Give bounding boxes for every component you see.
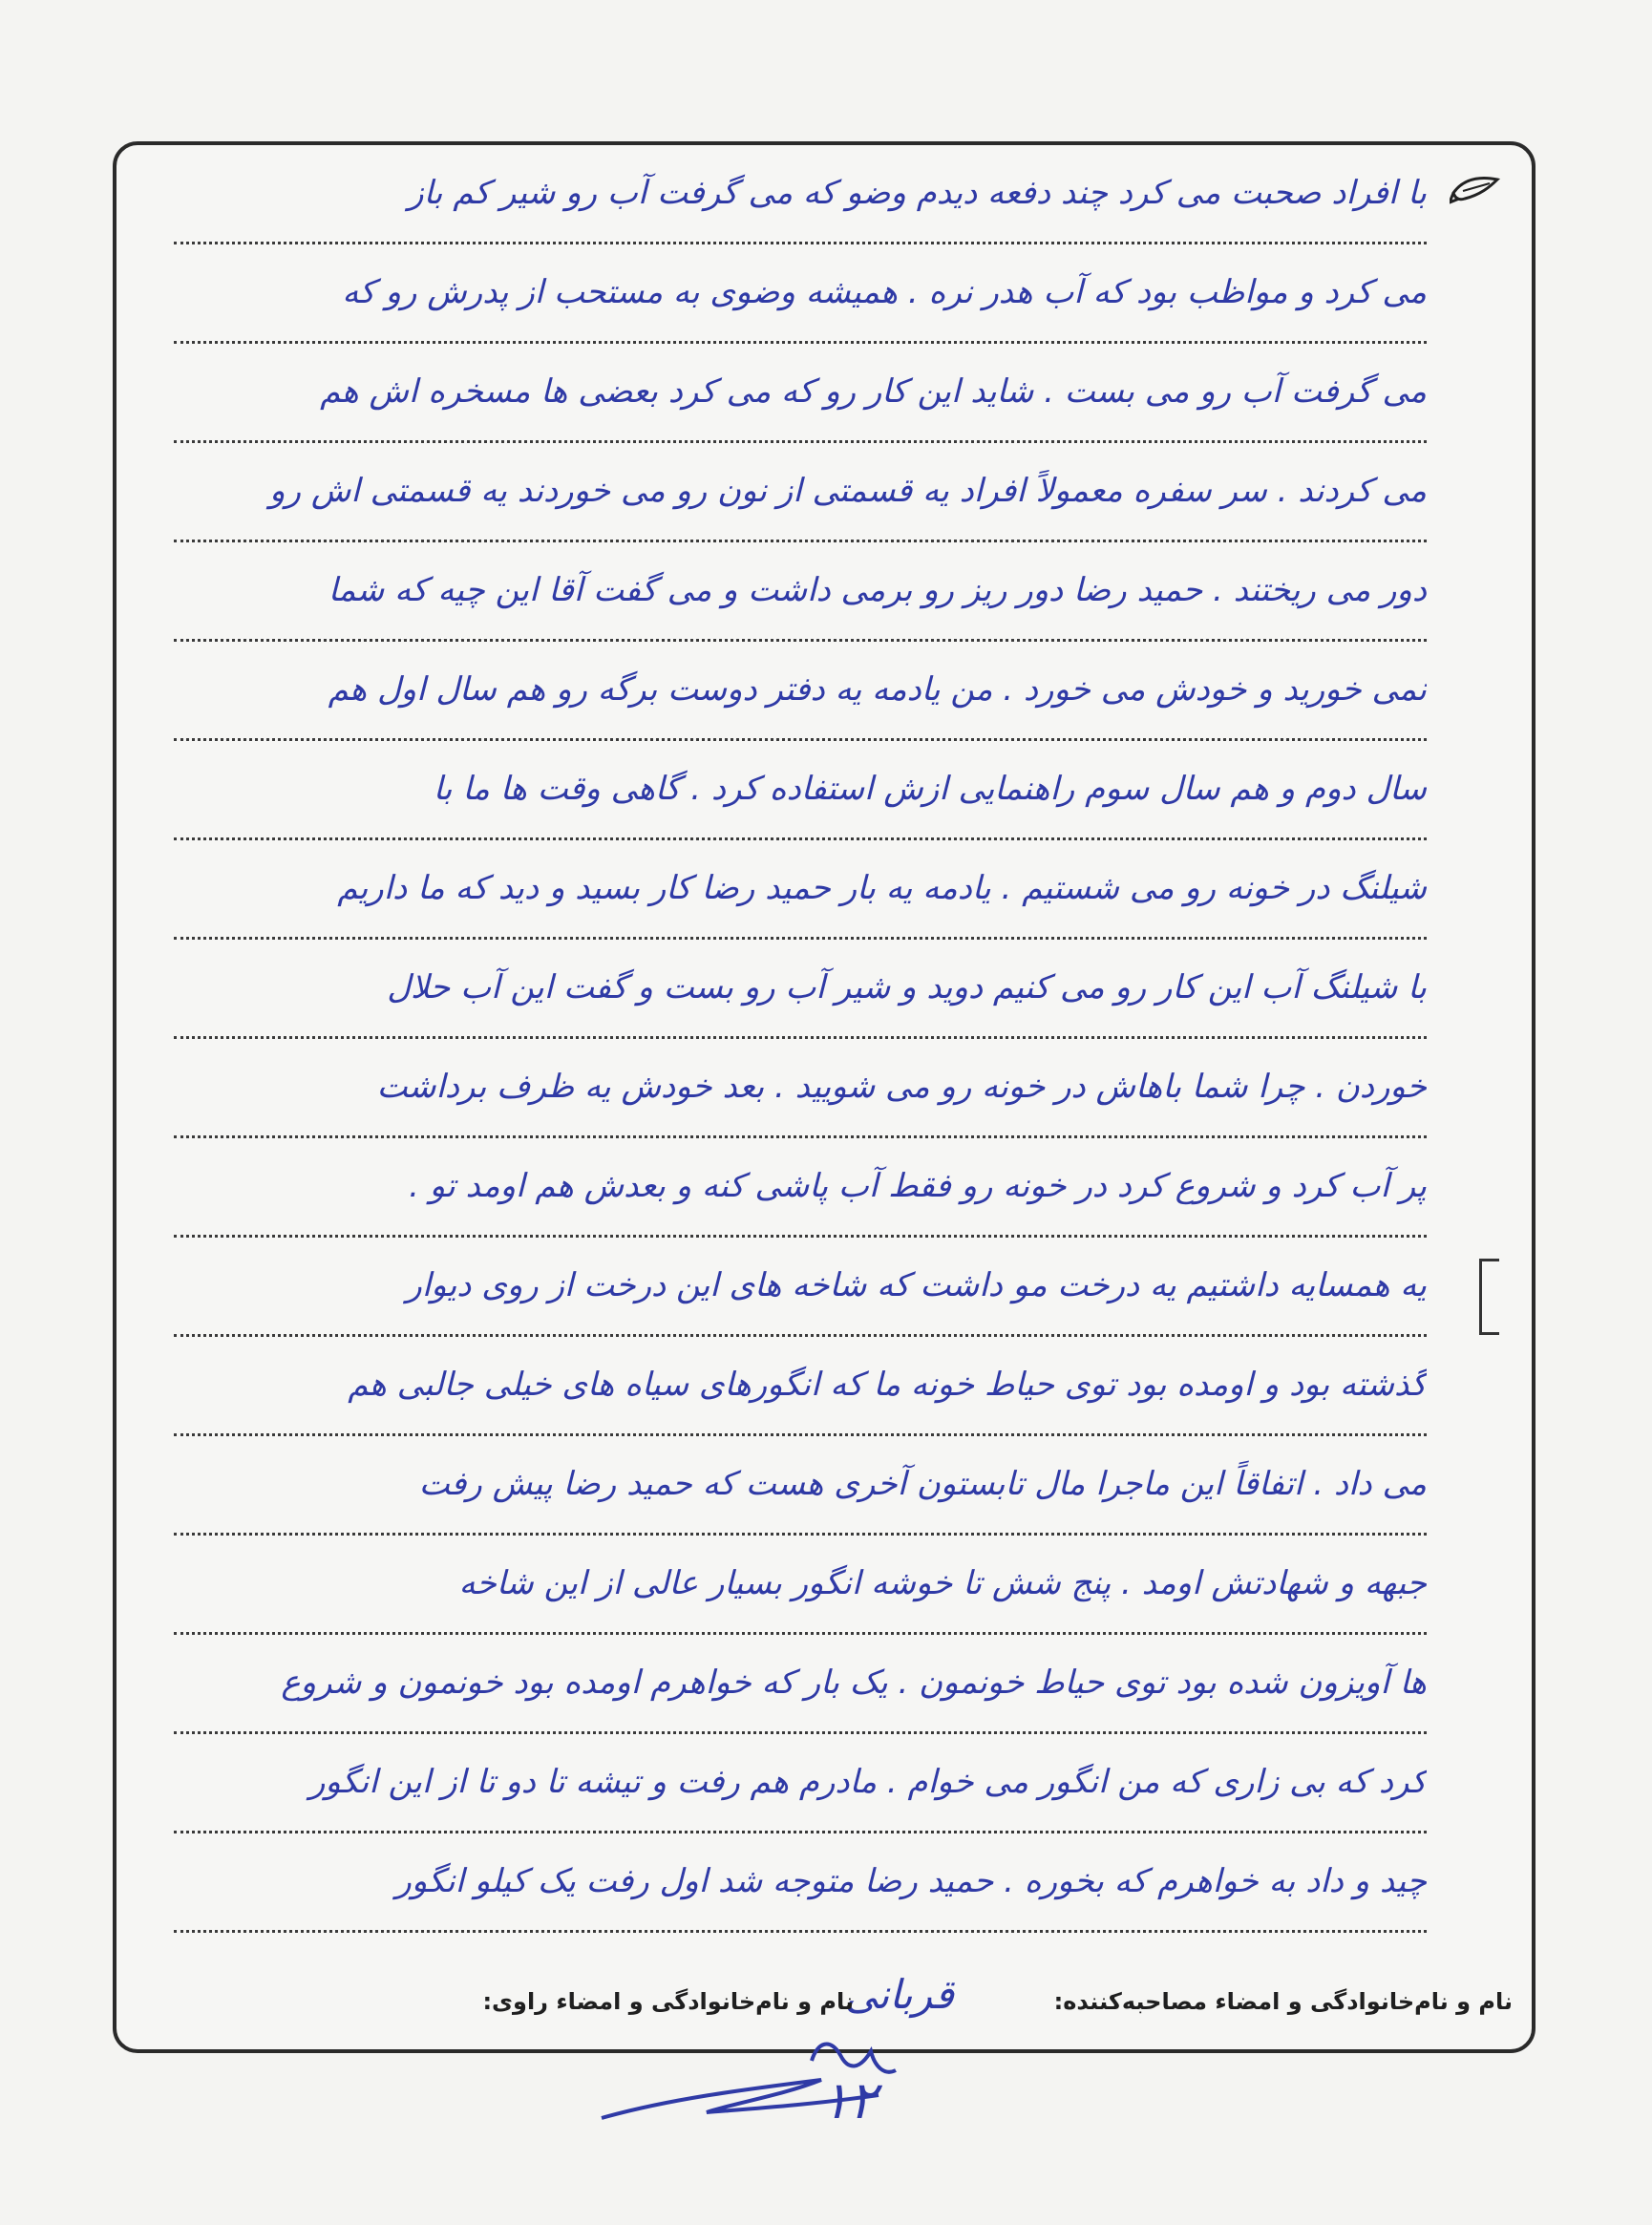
- text-line: دور می ریختند . حمید رضا دور ریز رو برمی داشت و می گفت آقا این چیه که شما: [174, 542, 1427, 642]
- text-line: شیلنگ در خونه رو می شستیم . یادمه یه بار حمید رضا کار بسید و دید که ما داریم: [174, 840, 1427, 940]
- text-line: می گرفت آب رو می بست . شاید این کار رو که می کرد بعضی ها مسخره اش هم: [174, 344, 1427, 443]
- text-line: نمی خورید و خودش می خورد . من یادمه یه دفتر دوست برگه رو هم سال اول هم: [174, 642, 1427, 741]
- text-line: گذشته بود و اومده بود توی حیاط خونه ما که انگورهای سیاه های خیلی جالبی هم: [174, 1337, 1427, 1436]
- text-line: می داد . اتفاقاً این ماجرا مال تابستون آخری هست که حمید رضا پیش رفت: [174, 1436, 1427, 1536]
- text-line: ها آویزون شده بود توی حیاط خونمون . یک بار که خواهرم اومده بود خونمون و شروع: [174, 1635, 1427, 1734]
- text-line: با افراد صحبت می کرد چند دفعه دیدم وضو که می گرفت آب رو شیر کم باز: [174, 145, 1427, 244]
- text-line: پر آب کرد و شروع کرد در خونه رو فقط آب پاشی کنه و بعدش هم اومد تو .: [174, 1138, 1427, 1238]
- interviewer-label: نام و نام‌خانوادگی و امضاء مصاحبه‌کننده:: [1053, 1988, 1513, 2015]
- text-line: چید و داد به خواهرم که بخوره . حمید رضا متوجه شد اول رفت یک کیلو انگور: [174, 1833, 1427, 1933]
- text-line: یه همسایه داشتیم یه درخت مو داشت که شاخه های این درخت از روی دیوار: [174, 1238, 1427, 1337]
- interviewer-signature: قربانی: [844, 1971, 954, 2018]
- paragraph-bracket-mark: [1479, 1259, 1499, 1335]
- text-line: کرد که بی زاری که من انگور می خوام . مادرم هم رفت و تیشه تا دو تا از این انگور: [174, 1734, 1427, 1833]
- page-frame: [113, 141, 1536, 2053]
- narrator-label: نام و نام‌خانوادگی و امضاء راوی:: [482, 1988, 854, 2015]
- text-line: خوردن . چرا شما باهاش در خونه رو می شویید . بعد خودش یه ظرف برداشت: [174, 1039, 1427, 1138]
- text-line: با شیلنگ آب این کار رو می کنیم دوید و شیر آب رو بست و گفت این آب حلال: [174, 940, 1427, 1039]
- pen-icon: [1450, 174, 1503, 206]
- text-line: جبهه و شهادتش اومد . پنج شش تا خوشه انگور بسیار عالی از این شاخه: [174, 1536, 1427, 1635]
- text-line: می کردند . سر سفره معمولاً افراد یه قسمتی از نون رو می خوردند یه قسمتی اش رو: [174, 443, 1427, 542]
- page-number: ۱۲: [821, 2070, 878, 2130]
- text-line: سال دوم و هم سال سوم راهنمایی ازش استفاده کرد . گاهی وقت ها ما با: [174, 741, 1427, 840]
- handwritten-text-area: [174, 145, 1427, 2049]
- text-line: می کرد و مواظب بود که آب هدر نره . همیشه وضوی به مستحب از پدرش رو که: [174, 244, 1427, 344]
